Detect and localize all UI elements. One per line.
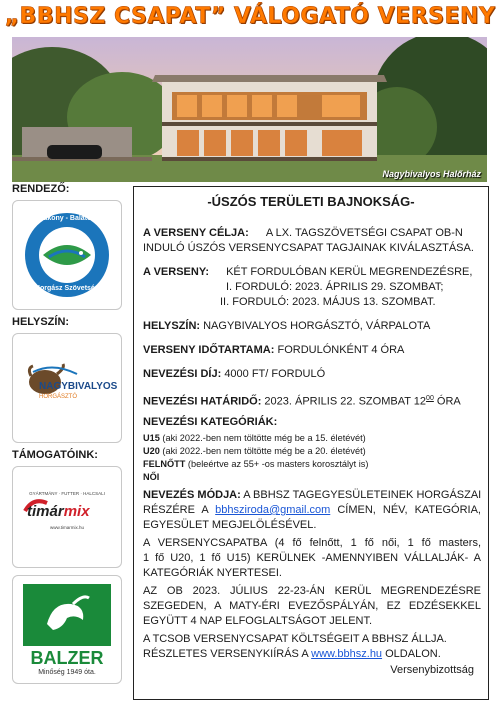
category-u20 xyxy=(143,445,481,458)
cat-adult-text: (beleértve az 55+ -os masters korosztályt is) xyxy=(187,459,369,469)
sponsor1-tagline: GYÁRTMÁNY · FUTTER · HALCSALI xyxy=(29,491,105,496)
race-text-1: KÉT FORDULÓBAN KERÜL MEGRENDEZÉSRE, xyxy=(226,266,473,278)
organizer-label: RENDEZŐ: xyxy=(12,183,70,195)
entry-text-3: EGYESÜLET MEGJELÖLÉSÉVEL. xyxy=(143,519,317,531)
duration-line xyxy=(143,344,481,357)
competition-title: -ÚSZÓS TERÜLETI BAJNOKSÁG- xyxy=(207,194,415,209)
ob-text-3: EGYÜTT 4 NAP ELFOGLALTSÁGOT JELENT. xyxy=(143,615,373,627)
location-label: HELYSZÍN: xyxy=(143,320,201,332)
goal-text-2: INDULÓ ÚSZÓS VERSENYCSAPAT TAGJAINAK KIVÁLASZTÁSA. xyxy=(143,242,474,254)
balzer-name: BALZER xyxy=(30,648,104,668)
info-panel xyxy=(133,186,489,700)
ob-text-1: AZ OB 2023. JÚLIUS 22-23-ÁN KERÜL MEGRENDEZÉSRE xyxy=(143,585,481,597)
cat-adult-label: FELNŐTT xyxy=(143,459,186,469)
balzer-emblem xyxy=(23,584,111,646)
sponsors-label: TÁMOGATÓINK: xyxy=(12,449,98,461)
venue-logo-name: NAGYBIVALYOS xyxy=(39,381,118,392)
deadline-sup: 00 xyxy=(426,395,434,402)
fishing-house-image xyxy=(12,37,487,182)
team-text-1: A VERSENYCSAPATBA (4 fő felnőtt, 1 fő női, 1 fő masters, xyxy=(143,537,481,549)
location-text: NAGYBIVALYOS HORGÁSZTÓ, VÁRPALOTA xyxy=(203,320,431,332)
details-line xyxy=(143,648,481,661)
fee-label: NEVEZÉSI DÍJ: xyxy=(143,368,222,380)
deadline-label: NEVEZÉSI HATÁRIDŐ: xyxy=(143,395,262,408)
signature: Versenybizottság xyxy=(390,664,474,676)
team-text-3: KATEGÓRIÁK NYERTESEI. xyxy=(143,567,282,579)
sponsor1-name-a: timár xyxy=(27,503,64,520)
goal-line-1 xyxy=(143,227,481,240)
sponsor-timarmix-logo xyxy=(12,466,122,568)
sponsor-balzer-logo xyxy=(12,575,122,684)
race-line-1 xyxy=(143,266,481,279)
details-link[interactable]: www.bbhsz.hu xyxy=(311,648,383,660)
fee-text: 4000 FT/ FORDULÓ xyxy=(224,368,326,380)
race-text-2: I. FORDULÓ: 2023. ÁPRILIS 29. SZOMBAT; xyxy=(226,281,444,293)
category-u15 xyxy=(143,432,481,445)
cat-u20-text: (aki 2022.-ben nem töltötte még be a 20. életévét) xyxy=(162,446,366,456)
entry-text-2b: CÍMEN, NÉV, KATEGÓRIA, xyxy=(337,504,481,516)
cat-u20-label: U20 xyxy=(143,446,160,456)
entry-email-link[interactable]: bbhsziroda@gmail.com xyxy=(215,504,331,516)
duration-text: FORDULÓNKÉNT 4 ÓRA xyxy=(277,344,405,356)
balzer-sub: Minőség 1949 óta. xyxy=(38,669,96,676)
organizer-logo-bottom-text: Horgász Szövetség xyxy=(34,285,100,292)
deadline-text: 2023. ÁPRILIS 22. SZOMBAT 12 xyxy=(264,395,427,408)
race-label: A VERSENY: xyxy=(143,266,210,278)
category-women: NŐI xyxy=(143,472,160,482)
team-text-2: 1 fő U20, 1 fő U15) KERÜLNEK -AMENNYIBEN VÁLLALJÁK- A xyxy=(143,552,481,564)
category-adult xyxy=(143,458,481,471)
categories-label: NEVEZÉSI KATEGÓRIÁK: xyxy=(143,416,278,428)
venue-photo xyxy=(12,37,487,182)
deadline-line xyxy=(143,392,481,409)
fee-line xyxy=(143,368,481,381)
organizer-logo-top-text: Bakony - Balaton xyxy=(38,215,96,222)
venue-logo-sub: HORGÁSZTÓ xyxy=(39,394,78,400)
goal-label: A VERSENY CÉLJA: xyxy=(143,227,249,239)
organizer-logo xyxy=(12,200,122,310)
details-text-a: RÉSZLETES VERSENYKIÍRÁS A xyxy=(143,648,309,660)
sponsor1-name-b: mix xyxy=(63,503,90,520)
details-text-b: OLDALON. xyxy=(385,648,441,660)
cost-text: A TCSOB VERSENYCSAPAT KÖLTSÉGEIT A BBHSZ ÁLLJA. xyxy=(143,633,447,645)
sponsor1-name xyxy=(27,503,90,520)
venue-label: HELYSZÍN: xyxy=(12,316,70,328)
ob-text-2: SZEGEDEN, A MATY-ÉRI EVEZŐSPÁLYÁN, EZ EDZÉSEKKEL xyxy=(143,600,481,612)
venue-logo xyxy=(12,333,122,443)
entry-line-1 xyxy=(143,489,481,502)
entry-line-2 xyxy=(143,504,481,517)
cat-u15-label: U15 xyxy=(143,433,160,443)
balzer-bird-icon xyxy=(23,584,111,646)
goal-text-1: A LX. TAGSZÖVETSÉGI CSAPAT OB-N xyxy=(265,227,463,239)
entry-text-1: A BBHSZ TAGEGYESÜLETEINEK HORGÁSZAI xyxy=(243,489,482,501)
sponsor1-url: www.timarmix.hu xyxy=(49,525,84,530)
entry-text-2a: RÉSZÉRE A xyxy=(143,504,209,516)
race-text-3: II. FORDULÓ: 2023. MÁJUS 13. SZOMBAT. xyxy=(220,296,436,308)
cat-u15-text: (aki 2022.-ben nem töltötte még be a 15. életévét) xyxy=(162,433,366,443)
poster-title: „BBHSZ CSAPAT” VÁLOGATÓ VERSENY xyxy=(4,4,496,29)
location-line xyxy=(143,320,481,333)
deadline-suffix: ÓRA xyxy=(436,395,461,408)
entry-label: NEVEZÉS MÓDJA: xyxy=(143,489,241,501)
duration-label: VERSENY IDŐTARTAMA: xyxy=(143,344,275,356)
photo-caption: Nagybivalyos Halőrház xyxy=(382,169,481,179)
